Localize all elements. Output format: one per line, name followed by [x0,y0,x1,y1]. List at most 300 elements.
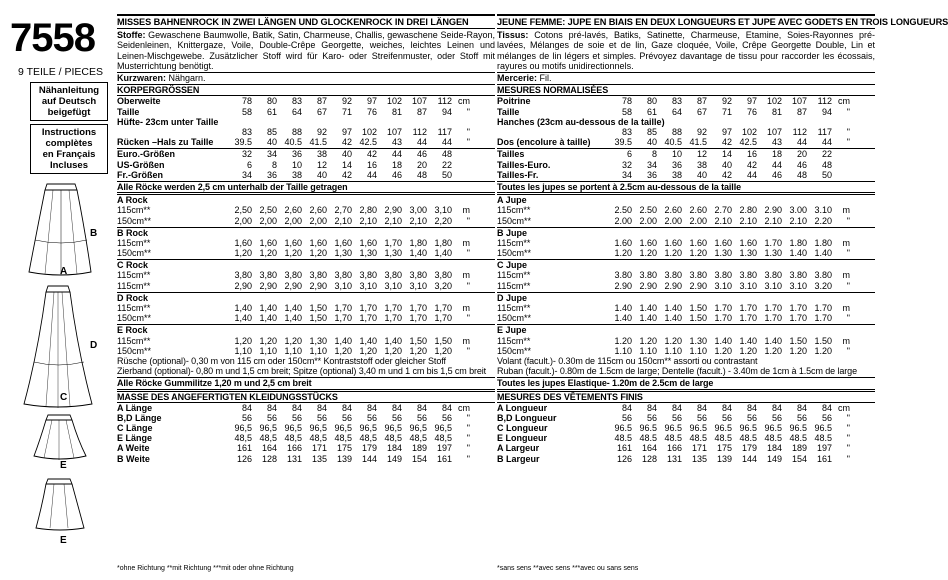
cell-value: 84 [796,402,807,413]
cell-value: 3.80 [664,270,682,281]
row-label: 150cm** [117,313,152,324]
cell-value: 96.5 [689,423,707,434]
yardage-view-title: E Rock [117,325,148,336]
cell-value: 2.10 [739,215,757,226]
cell-value: 56 [721,412,732,423]
view-label-e: E [60,535,67,546]
cell-value: 96.5 [639,423,657,434]
fabrics-label: Stoffe: [117,30,146,41]
yardage-view [117,324,495,356]
row-label: B,D Länge [117,412,162,423]
unit-label: " [846,106,850,117]
cell-value: 76 [746,106,757,117]
cell-value: 171 [691,443,707,454]
cell-value: 161 [236,443,252,454]
yardage-view [497,292,875,324]
cell-value: 87 [696,96,707,107]
notions-label: Kurzwaren: [117,73,167,84]
cell-value: 56 [796,412,807,423]
table-row [117,443,495,453]
cell-value: 1.10 [689,345,707,356]
unit-label: " [466,248,470,259]
cell-value: 96,5 [259,423,277,434]
cell-value: 36 [646,169,657,180]
cell-value: 1,60 [284,237,302,248]
cell-value: 1,50 [434,335,452,346]
cell-value: 2.10 [714,215,732,226]
unit-label: " [466,423,470,434]
cell-value: 1,80 [409,237,427,248]
cell-value: 1.20 [814,345,832,356]
cell-value: 58 [241,106,252,117]
unit-label: " [466,106,470,117]
cell-value: 3,80 [284,270,302,281]
cell-value: 20 [796,149,807,160]
cell-value: 3.80 [814,270,832,281]
cell-value: 44 [771,159,782,170]
table-row [497,303,875,313]
cell-value: 56 [696,412,707,423]
row-label: 150cm** [497,215,532,226]
pieces-count: 9 TEILE / PIECES [18,66,104,78]
cell-value: 56 [416,412,427,423]
row-label: 150cm** [497,248,532,259]
cell-value: 2,10 [409,215,427,226]
unit-label: cm [458,96,470,107]
cell-value: 164 [641,443,657,454]
unit-label: " [846,280,850,291]
cell-value: 88 [671,126,682,137]
cell-value: 56 [621,412,632,423]
cell-value: 1.70 [714,303,732,313]
cell-value: 44 [441,137,452,148]
unit-label: " [846,248,850,259]
cell-value: 2,90 [384,205,402,216]
cell-value: 2,70 [334,205,352,216]
cell-value: 1,60 [259,237,277,248]
table-row [117,413,495,423]
cell-value: 161 [816,453,832,464]
cell-value: 84 [341,402,352,413]
cell-value: 139 [336,453,352,464]
yardage-view-title: D Jupe [497,292,528,303]
cell-value: 1.60 [689,237,707,248]
yardage-view [497,227,875,259]
cell-value: 1,30 [359,248,377,259]
cell-value: 42 [366,149,377,160]
cell-value: 1.20 [614,335,632,346]
unit-label: " [846,137,850,148]
cell-value: 3,20 [434,280,452,291]
cell-value: 2,10 [334,215,352,226]
row-label: 115cm** [117,237,151,248]
cell-value: 56 [341,412,352,423]
cell-value: 2,00 [259,215,277,226]
elastic-note: Alle Röcke Gummilitze 1,20 m und 2,5 cm breit [117,377,495,389]
unit-label: " [466,313,470,324]
tie-note: Ruban (facult.)- 0.80m de 1.5cm de large; Dentelle (facult.) - 3.40m de 1cm à 1.5cm de large [497,366,857,377]
cell-value: 96.5 [764,423,782,434]
cell-value: 1.60 [739,237,757,248]
unit-label: " [466,137,470,148]
cell-value: 94 [441,106,452,117]
notions-line [117,72,495,83]
table-row [497,96,875,106]
cell-value: 3,10 [334,280,352,291]
cell-value: 1,40 [409,248,427,259]
unit-label: " [466,280,470,291]
cell-value: 42 [721,169,732,180]
cell-value: 126 [616,453,632,464]
yardage-view-title: B Jupe [497,227,528,238]
size-rows [117,148,495,180]
cell-value: 1,20 [384,345,402,356]
table-row [497,107,875,117]
cell-value: 16 [366,159,377,170]
cell-value: 71 [721,106,732,117]
cell-value: 1,10 [259,345,277,356]
view-label-d: D [90,340,98,351]
cell-value: 112 [412,126,427,137]
cell-value: 2,90 [259,280,277,291]
cell-value: 36 [291,149,302,160]
cell-value: 3,10 [359,280,377,291]
cell-value: 42 [341,169,352,180]
cell-value: 1.40 [639,303,657,313]
table-row [497,149,875,159]
cell-value: 76 [366,106,377,117]
cell-value: 3,80 [434,270,452,281]
unit-label: m [842,270,850,281]
cell-value: 3,80 [234,270,252,281]
cell-value: 48.5 [639,433,657,444]
cell-value: 84 [771,402,782,413]
cell-value: 14 [721,149,732,160]
cell-value: 96.5 [789,423,807,434]
cell-value: 1.50 [814,335,832,346]
cell-value: 44 [416,137,427,148]
table-row [117,336,495,346]
cell-value: 34 [241,169,252,180]
cell-value: 1.70 [739,313,757,324]
cell-value: 1,70 [384,313,402,324]
skirt-sketch-e-short [30,412,90,464]
cell-value: 97 [746,96,757,107]
table-row [117,216,495,226]
cell-value: 84 [266,402,277,413]
notions-text: Nähgarn. [166,73,206,84]
row-label: 115cm** [497,280,531,291]
row-label: 115cm** [497,237,531,248]
cell-value: 1,40 [234,313,252,324]
cell-value: 56 [291,412,302,423]
cell-value: 40 [316,169,327,180]
cell-value: 48 [416,169,427,180]
cell-value: 38 [696,159,707,170]
cell-value: 34 [266,149,277,160]
cell-value: 42 [341,137,352,148]
row-label: Hanches (23cm au-dessous de la taille) [497,116,665,127]
yardage-view-title: A Rock [117,195,148,206]
cell-value: 1,20 [284,335,302,346]
cell-value: 67 [316,106,327,117]
cell-value: 84 [646,402,657,413]
cell-value: 97 [721,126,732,137]
cell-value: 3.20 [814,280,832,291]
cell-value: 84 [366,402,377,413]
cell-value: 1.70 [814,303,832,313]
section-title: MISSES BAHNENROCK IN ZWEI LÄNGEN UND GLOCKENROCK IN DREI LÄNGEN [117,14,495,29]
worn-note: Toutes les jupes se portent à 2.5cm au-dessous de la taille [497,181,875,193]
cell-value: 1,40 [259,313,277,324]
badge-line: Incluses [49,160,89,171]
cell-value: 1,50 [309,313,327,324]
row-label: A Weite [117,443,150,454]
cell-value: 112 [792,126,807,137]
cell-value: 1.40 [789,248,807,259]
cell-value: 40 [696,169,707,180]
row-label: 150cm** [117,345,152,356]
row-label: 115cm** [497,335,531,346]
cell-value: 48.5 [664,433,682,444]
cell-value: 83 [671,96,682,107]
table-row [497,413,875,423]
cell-value: 1.10 [639,345,657,356]
cell-value: 1.70 [739,303,757,313]
table-row [117,313,495,323]
cell-value: 112 [817,96,832,107]
cell-value: 44 [746,169,757,180]
cell-value: 1.20 [689,248,707,259]
cell-value: 149 [386,453,402,464]
cell-value: 18 [771,149,782,160]
row-label: E Länge [117,433,153,444]
badge-line: beigefügt [47,107,91,118]
table-row [497,248,875,258]
cell-value: 40.5 [664,137,682,148]
table-row [497,270,875,280]
cell-value: 112 [437,96,452,107]
cell-value: 96,5 [234,423,252,434]
cell-value: 1,10 [309,345,327,356]
cell-value: 1,70 [359,313,377,324]
cell-value: 43 [391,137,402,148]
cell-value: 1.70 [764,237,782,248]
footnote-fr: *sans sens **avec sens ***avec ou sans sens [497,565,639,572]
cell-value: 46 [771,169,782,180]
cell-value: 12 [696,149,707,160]
cell-value: 3,00 [409,205,427,216]
cell-value: 1,30 [309,335,327,346]
cell-value: 1,20 [334,345,352,356]
cell-value: 3.80 [764,270,782,281]
cell-value: 88 [291,126,302,137]
cell-value: 3.80 [639,270,657,281]
cell-value: 166 [666,443,682,454]
cell-value: 22 [441,159,452,170]
cell-value: 1,40 [334,335,352,346]
cell-value: 81 [771,106,782,117]
row-label: Tailles [497,149,525,160]
cell-value: 144 [361,453,377,464]
unit-label: " [846,443,850,454]
cell-value: 1.10 [614,345,632,356]
fabrics-text: Cotons pré-lavés, Batiks, Satinette, Charmeuse, Etamine, Soies-Rayonnes pré-lavées, Mélanges de soie et de lin, Gaze cloquée, Voile, Crêpe Georgette Double, Lin et mélanges de lin légers et simples. Prévoyez davantage de tissu pour raccorder les écossais, rayures ou motifs unidirectionnels. [497,30,875,71]
cell-value: 117 [437,126,452,137]
cell-value: 1,20 [409,345,427,356]
cell-value: 3,80 [259,270,277,281]
cell-value: 161 [436,453,452,464]
cell-value: 48.5 [689,433,707,444]
table-row [117,403,495,413]
cell-value: 2.50 [614,205,632,216]
cell-value: 1.70 [764,303,782,313]
row-label: B Largeur [497,453,540,464]
cell-value: 1.40 [739,335,757,346]
cell-value: 2,00 [284,215,302,226]
cell-value: 36 [671,159,682,170]
cell-value: 87 [416,106,427,117]
cell-value: 48,5 [409,433,427,444]
cell-value: 40 [341,149,352,160]
cell-value: 48,5 [234,433,252,444]
cell-value: 6 [246,159,252,170]
cell-value: 8 [651,149,657,160]
cell-value: 1,70 [409,313,427,324]
cell-value: 3.80 [739,270,757,281]
cell-value: 3.10 [789,280,807,291]
cell-value: 175 [336,443,352,454]
cell-value: 18 [391,159,402,170]
cell-value: 87 [796,106,807,117]
row-label: A Länge [117,402,153,413]
yardage-view [117,227,495,259]
cell-value: 94 [821,106,832,117]
cell-value: 96,5 [309,423,327,434]
cell-value: 61 [266,106,277,117]
table-row [497,403,875,413]
row-label: 150cm** [117,215,152,226]
row-label: E Longueur [497,433,547,444]
cell-value: 44 [366,169,377,180]
cell-value: 56 [241,412,252,423]
cell-value: 1,60 [359,237,377,248]
cell-value: 81 [391,106,402,117]
cell-value: 128 [641,453,657,464]
cell-value: 1.50 [689,313,707,324]
cell-value: 189 [411,443,427,454]
cell-value: 1.40 [614,303,632,313]
row-label: Fr.-Größen [117,169,164,180]
section-title: JEUNE FEMME: JUPE EN BIAIS EN DEUX LONGUEURS ET JUPE AVEC GODETS EN TROIS LONGUEURS [497,14,875,29]
cell-value: 1,50 [409,335,427,346]
cell-value: 1,80 [434,237,452,248]
cell-value: 1,40 [434,248,452,259]
cell-value: 78 [241,96,252,107]
cell-value: 50 [821,169,832,180]
table-row [497,137,875,147]
cell-value: 1.20 [789,345,807,356]
cell-value: 1,70 [409,303,427,313]
cell-value: 1.30 [689,335,707,346]
cell-value: 3.80 [789,270,807,281]
row-label: Dos (encolure à taille) [497,137,591,148]
cell-value: 61 [646,106,657,117]
cell-value: 85 [646,126,657,137]
table-row [497,433,875,443]
table-row [117,346,495,356]
pattern-number: 7558 [10,16,95,60]
skirt-sketch-e-godet [32,476,88,534]
cell-value: 12 [316,159,327,170]
cell-value: 1.20 [664,248,682,259]
table-row [497,170,875,180]
table-row [117,160,495,170]
cell-value: 2.90 [639,280,657,291]
cell-value: 96,5 [359,423,377,434]
cell-value: 189 [791,443,807,454]
cell-value: 3.80 [714,270,732,281]
badge-line: Nähanleitung [38,85,100,96]
table-row [497,336,875,346]
cell-value: 1,70 [334,303,352,313]
cell-value: 96,5 [284,423,302,434]
body-measurements-title: KORPERGRÖSSEN [117,84,495,96]
row-label: 150cm** [497,345,532,356]
cell-value: 164 [261,443,277,454]
table-row [497,160,875,170]
cell-value: 135 [311,453,327,464]
cell-value: 102 [386,96,402,107]
table-row [117,117,495,127]
cell-value: 48.5 [764,433,782,444]
cell-value: 64 [291,106,302,117]
unit-label: " [846,215,850,226]
cell-value: 171 [311,443,327,454]
cell-value: 41.5 [689,137,707,148]
unit-label: m [842,303,850,313]
cell-value: 50 [441,169,452,180]
cell-value: 1,70 [434,303,452,313]
cell-value: 131 [286,453,302,464]
cell-value: 97 [366,96,377,107]
table-row [117,107,495,117]
cell-value: 48,5 [434,433,452,444]
cell-value: 2.00 [639,215,657,226]
cell-value: 3,10 [434,205,452,216]
cell-value: 197 [436,443,452,454]
cell-value: 1,20 [259,335,277,346]
skirt-sketch-c-d [20,282,96,412]
german-instructions-badge [30,82,108,121]
ruffle-note: Rüsche (optional)- 0,30 m von 115 cm oder 150cm** Kontraststoff oder gleicher Stoff [117,355,446,366]
cell-value: 1,40 [384,335,402,346]
yardage-view-title: E Jupe [497,325,527,336]
cell-value: 1.20 [614,248,632,259]
unit-label: " [846,126,850,137]
cell-value: 96.5 [614,423,632,434]
cell-value: 84 [316,402,327,413]
cell-value: 1.20 [664,335,682,346]
table-row [497,423,875,433]
cell-value: 80 [646,96,657,107]
cell-value: 3.80 [614,270,632,281]
cell-value: 3,80 [309,270,327,281]
unit-label: " [846,313,850,324]
cell-value: 84 [746,402,757,413]
cell-value: 1.70 [789,303,807,313]
row-label: B,D Longueur [497,412,557,423]
